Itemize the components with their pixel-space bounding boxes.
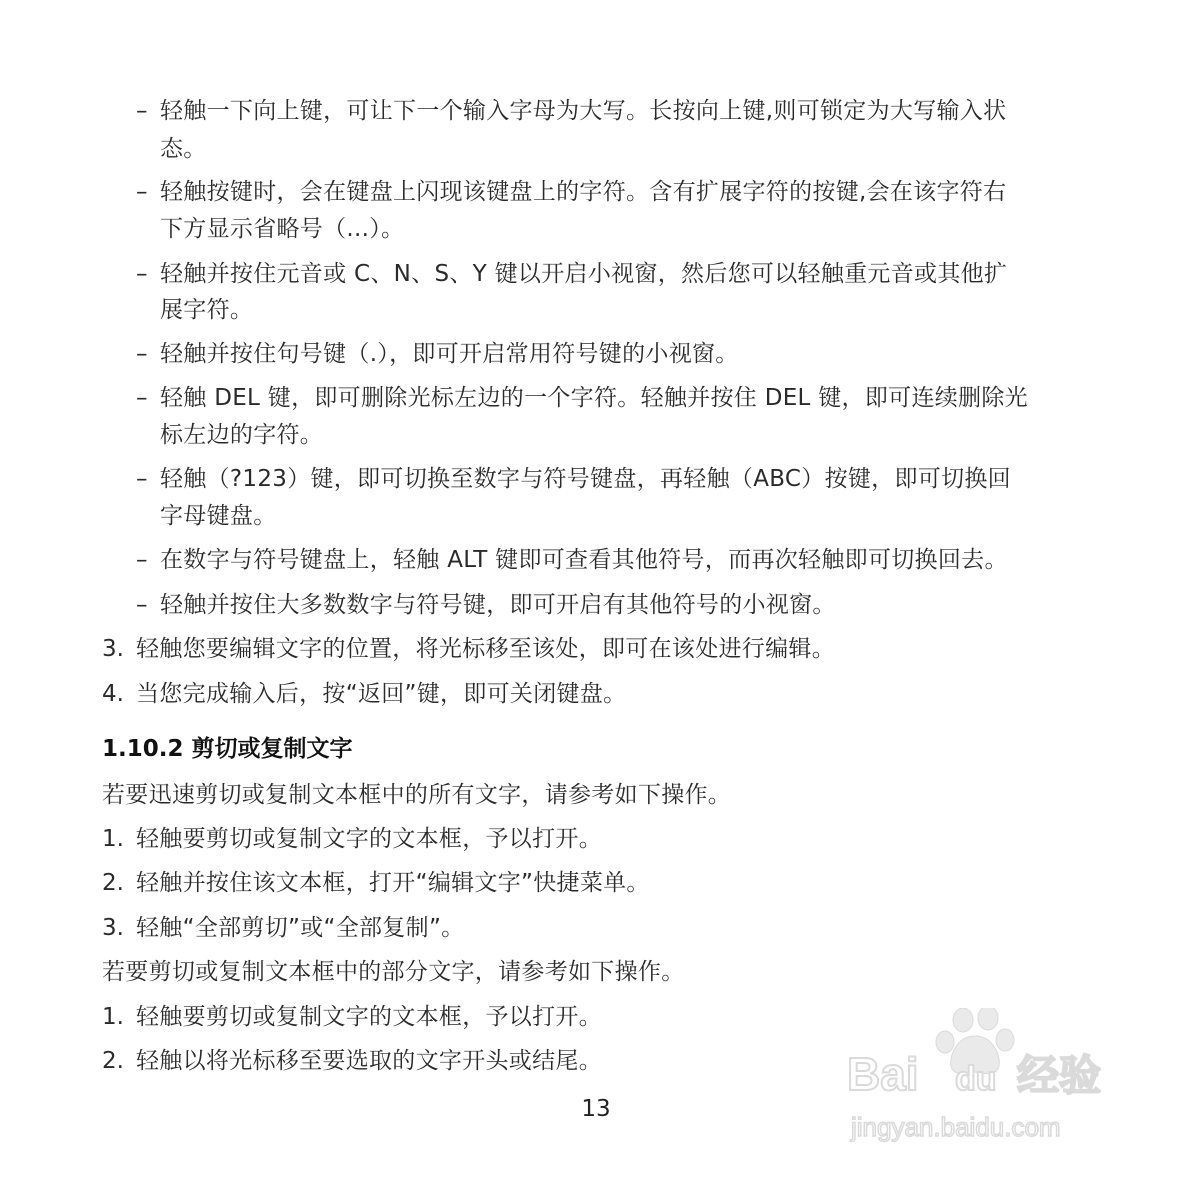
bullet-marker: – bbox=[136, 98, 148, 124]
section-intro-part: 若要剪切或复制文本框中的部分文字，请参考如下操作。 bbox=[102, 959, 685, 985]
step-text: 轻触您要编辑文字的位置，将光标移至该处，即可在该处进行编辑。 bbox=[136, 636, 835, 662]
watermark-brand-cn: 经验 bbox=[1017, 1051, 1102, 1100]
bullet-text-line: 轻触按键时，会在键盘上闪现该键盘上的字符。含有扩展字符的按键,会在该字符右 bbox=[160, 179, 1007, 205]
bullet-text-line: 轻触并按住句号键（.），即可开启常用符号键的小视窗。 bbox=[160, 341, 739, 367]
step-number: 2. bbox=[102, 1048, 124, 1074]
bullet-text-line: 下方显示省略号（...）。 bbox=[160, 216, 405, 242]
bullet-text-line: 轻触并按住元音或 C、N、S、Y 键以开启小视窗，然后您可以轻触重元音或其他扩 bbox=[160, 261, 1008, 287]
bullet-text-line: 展字符。 bbox=[160, 297, 254, 323]
bullet-text-line: 在数字与符号键盘上，轻触 ALT 键即可查看其他符号，而再次轻触即可切换回去。 bbox=[160, 547, 1008, 573]
step-number: 1. bbox=[102, 1004, 124, 1030]
step-number: 4. bbox=[102, 681, 124, 707]
step-text: 轻触要剪切或复制文字的文本框，予以打开。 bbox=[136, 1004, 602, 1030]
section-heading: 1.10.2 剪切或复制文字 bbox=[102, 736, 353, 762]
watermark-url: jingyan.baidu.com bbox=[851, 1112, 1061, 1142]
bullet-text-line: 轻触 DEL 键，即可删除光标左边的一个字符。轻触并按住 DEL 键，即可连续删除光 bbox=[160, 385, 1028, 411]
step-number: 2. bbox=[102, 870, 124, 896]
step-number: 1. bbox=[102, 826, 124, 852]
baidu-paw-icon bbox=[845, 1008, 1125, 1148]
bullet-text-line: 轻触（?123）键，即可切换至数字与符号键盘，再轻触（ABC）按键，即可切换回 bbox=[160, 466, 1011, 492]
step-text: 轻触“全部剪切”或“全部复制”。 bbox=[136, 915, 465, 941]
bullet-text-line: 态。 bbox=[160, 136, 207, 162]
bullet-marker: – bbox=[136, 592, 148, 618]
page-number: 13 bbox=[581, 1096, 611, 1122]
step-number: 3. bbox=[102, 636, 124, 662]
section-intro-all: 若要迅速剪切或复制文本框中的所有文字，请参考如下操作。 bbox=[102, 782, 732, 808]
bullet-text-line: 标左边的字符。 bbox=[160, 422, 324, 448]
bullet-text-line: 轻触并按住大多数数字与符号键，即可开启有其他符号的小视窗。 bbox=[160, 592, 836, 618]
bullet-marker: – bbox=[136, 179, 148, 205]
bullet-marker: – bbox=[136, 547, 148, 573]
bullet-marker: – bbox=[136, 261, 148, 287]
bullet-marker: – bbox=[136, 385, 148, 411]
bullet-marker: – bbox=[136, 466, 148, 492]
step-text: 轻触并按住该文本框，打开“编辑文字”快捷菜单。 bbox=[136, 870, 650, 896]
watermark-brand-latin: Bai bbox=[847, 1048, 919, 1100]
watermark-brand-du: du bbox=[955, 1060, 997, 1098]
baidu-jingyan-watermark-logo bbox=[845, 1008, 1125, 1148]
bullet-text-line: 字母键盘。 bbox=[160, 503, 277, 529]
step-text: 当您完成输入后，按“返回”键，即可关闭键盘。 bbox=[136, 681, 627, 707]
step-text: 轻触要剪切或复制文字的文本框，予以打开。 bbox=[136, 826, 602, 852]
bullet-text-line: 轻触一下向上键，可让下一个输入字母为大写。长按向上键,则可锁定为大写输入状 bbox=[160, 98, 1007, 124]
step-number: 3. bbox=[102, 915, 124, 941]
step-text: 轻触以将光标移至要选取的文字开头或结尾。 bbox=[136, 1048, 602, 1074]
bullet-marker: – bbox=[136, 341, 148, 367]
